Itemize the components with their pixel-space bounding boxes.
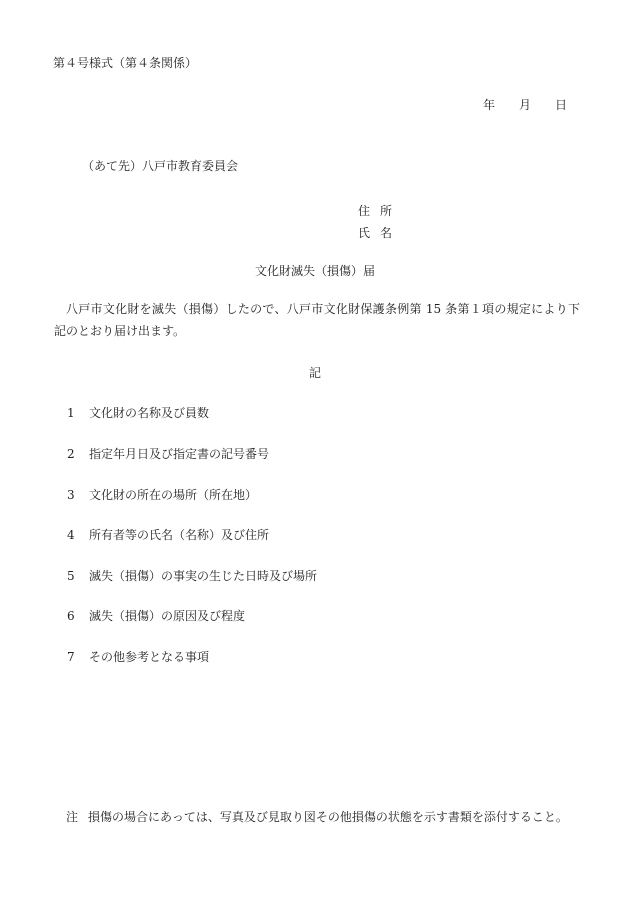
date-year-label: 年	[483, 98, 496, 112]
note-label: 注	[66, 810, 79, 824]
list-item	[67, 404, 209, 421]
item-text: 滅失（損傷）の原因及び程度	[89, 609, 246, 623]
item-text: 文化財の所在の場所（所在地）	[89, 488, 258, 502]
name-label-1: 氏	[358, 226, 371, 240]
date-day-label: 日	[555, 98, 568, 112]
document-title: 文化財滅失（損傷）届	[254, 264, 375, 278]
item-number: 5	[67, 569, 75, 583]
item-text: その他参考となる事項	[89, 650, 210, 664]
list-item	[67, 445, 269, 462]
list-item	[67, 526, 269, 543]
body-paragraph: 八戸市文化財を滅失（損傷）したので、八戸市文化財保護条例第 15 条第１項の規定により下記のとおり届け出ます。	[54, 302, 580, 338]
name-row	[358, 222, 392, 244]
applicant-block	[358, 200, 392, 244]
note-text: 損傷の場合にあっては、写真及び見取り図その他損傷の状態を示す書類を添付すること。	[88, 810, 568, 824]
item-text: 指定年月日及び指定書の記号番号	[89, 447, 270, 461]
date-month-label: 月	[519, 98, 532, 112]
form-number: 第４号様式（第４条関係）	[53, 56, 198, 70]
item-number: 7	[67, 650, 75, 664]
item-number: 3	[67, 488, 75, 502]
address-label-2: 所	[380, 204, 393, 218]
address-row	[358, 200, 392, 222]
item-number: 2	[67, 447, 75, 461]
note	[66, 808, 568, 825]
item-number: 6	[67, 609, 75, 623]
list-item	[67, 607, 245, 624]
list-item	[67, 648, 209, 665]
addressee: （あて先）八戸市教育委員会	[82, 159, 239, 173]
list-item	[67, 567, 317, 584]
item-text: 所有者等の氏名（名称）及び住所	[89, 528, 270, 542]
item-text: 文化財の名称及び員数	[89, 406, 210, 420]
ki-heading: 記	[308, 366, 321, 380]
list-item	[67, 486, 257, 503]
item-number: 4	[67, 528, 75, 542]
name-label-2: 名	[380, 226, 393, 240]
item-text: 滅失（損傷）の事実の生じた日時及び場所	[89, 569, 318, 583]
address-label-1: 住	[358, 204, 371, 218]
item-number: 1	[67, 406, 75, 420]
